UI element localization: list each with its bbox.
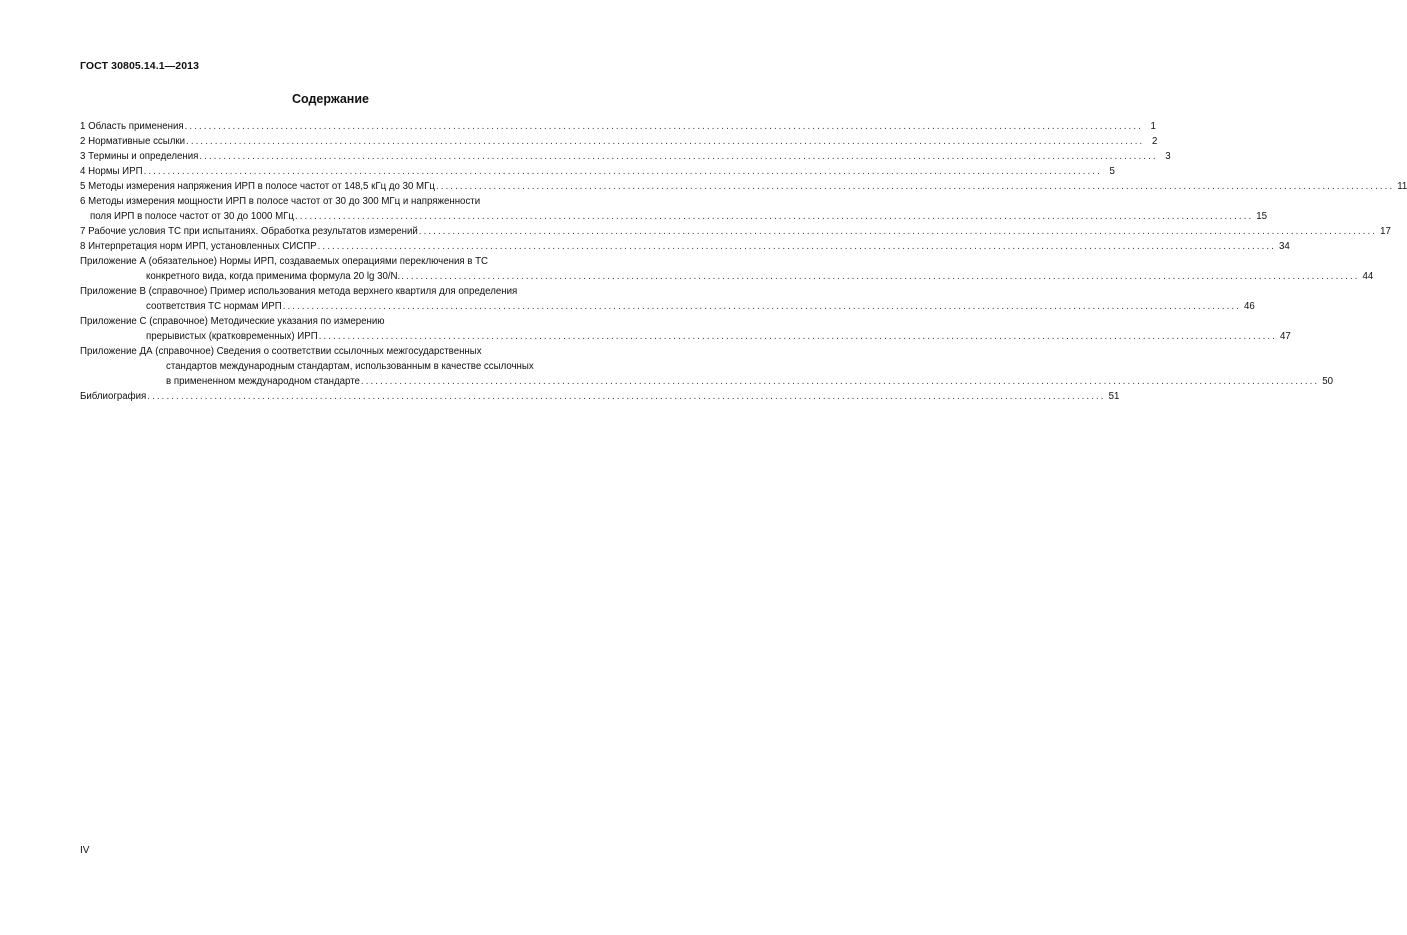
toc-entry-text: 5 Методы измерения напряжения ИРП в полосе частот от 148,5 кГц до 30 МГц <box>80 181 435 192</box>
toc-entry-text: прерывистых (кратковременных) ИРП <box>146 331 318 342</box>
leader-dots: ........................................................................................................................................................................................................ <box>401 271 1360 282</box>
toc-entry-appendix-c[interactable] <box>80 314 1291 344</box>
toc-entry-text: 3 Термины и определения <box>80 151 199 162</box>
toc-entry-3[interactable] <box>80 149 1171 164</box>
table-of-contents <box>80 119 1407 404</box>
leader-dots: ........................................................................................................................................................................................................ <box>435 181 1395 192</box>
leader-dots: ........................................................................................................................................................................................................ <box>317 241 1276 252</box>
toc-entry-text: 4 Нормы ИРП <box>80 166 143 177</box>
toc-entry-page: 3 <box>1165 151 1171 162</box>
page-number: IV <box>80 845 90 856</box>
toc-entry-text: Приложение С (справочное) Методические указания по измерению <box>80 316 385 327</box>
toc-entry-page: 44 <box>1362 271 1374 282</box>
toc-entry-4[interactable] <box>80 164 1115 179</box>
toc-entry-text: поля ИРП в полосе частот от 30 до 1000 МГц <box>90 211 294 222</box>
toc-entry-page: 46 <box>1244 301 1255 312</box>
toc-entry-appendix-b[interactable] <box>80 284 1255 314</box>
document-code: ГОСТ 30805.14.1—2013 <box>80 60 200 72</box>
toc-entry-page: 17 <box>1380 226 1391 237</box>
leader-dots: ........................................................................................................................................................................................................ <box>143 166 1102 177</box>
leader-dots: ........................................................................................................................................................................................................ <box>282 301 1241 312</box>
toc-entry-text: Приложение А (обязательное) Нормы ИРП, создаваемых операциями переключения в ТС <box>80 256 489 267</box>
leader-dots: ........................................................................................................................................................................................................ <box>184 121 1143 132</box>
toc-entry-text: 1 Область применения <box>80 121 184 132</box>
toc-entry-page: 51 <box>1108 391 1120 402</box>
toc-entry-page: 11 <box>1397 181 1407 192</box>
toc-entry-7[interactable] <box>80 224 1391 239</box>
toc-entry-text: Приложение ДА (справочное) Сведения о соответствии ссылочных межгосударственных <box>80 346 482 357</box>
leader-dots: ........................................................................................................................................................................................................ <box>318 331 1278 342</box>
toc-entry-text: 7 Рабочие условия ТС при испытаниях. Обработка результатов измерений <box>80 226 418 237</box>
toc-entry-page: 34 <box>1278 241 1290 252</box>
toc-entry-6[interactable] <box>80 194 1268 224</box>
leader-dots: ........................................................................................................................................................................................................ <box>360 376 1320 387</box>
toc-entry-bibliography[interactable] <box>80 389 1120 404</box>
toc-entry-5[interactable] <box>80 179 1407 194</box>
leader-dots: ........................................................................................................................................................................................................ <box>199 151 1158 162</box>
toc-entry-1[interactable] <box>80 119 1156 134</box>
toc-entry-text: конкретного вида, когда применима формула 20 lg 30/N. <box>146 271 401 282</box>
toc-entry-text: стандартов международным стандартам, использованным в качестве ссылочных <box>166 361 534 372</box>
toc-entry-page: 15 <box>1256 211 1268 222</box>
toc-title: Содержание <box>291 92 369 106</box>
toc-entry-page: 1 <box>1150 121 1156 132</box>
toc-entry-text: в примененном международном стандарте <box>166 376 360 387</box>
toc-entry-text: 2 Нормативные ссылки <box>80 136 186 147</box>
toc-entry-text: соответствия ТС нормам ИРП <box>146 301 282 312</box>
toc-entry-page: 50 <box>1322 376 1333 387</box>
leader-dots: ........................................................................................................................................................................................................ <box>294 211 1254 222</box>
toc-entry-text: 6 Методы измерения мощности ИРП в полосе частот от 30 до 300 МГц и напряженности <box>80 196 481 207</box>
toc-entry-text: Приложение В (справочное) Пример использования метода верхнего квартиля для определения <box>80 286 518 297</box>
toc-entry-page: 47 <box>1280 331 1291 342</box>
toc-entry-text: Библиография <box>80 391 147 402</box>
toc-entry-appendix-a[interactable] <box>80 254 1374 284</box>
toc-entry-text: 8 Интерпретация норм ИРП, установленных СИСПР <box>80 241 317 252</box>
toc-entry-8[interactable] <box>80 239 1290 254</box>
toc-entry-page: 2 <box>1151 136 1158 147</box>
toc-entry-appendix-da[interactable] <box>80 344 1333 389</box>
leader-dots: ........................................................................................................................................................................................................ <box>186 136 1145 147</box>
leader-dots: ........................................................................................................................................................................................................ <box>418 226 1378 237</box>
toc-entry-page: 5 <box>1109 166 1115 177</box>
leader-dots: ........................................................................................................................................................................................................ <box>147 391 1106 402</box>
toc-entry-2[interactable] <box>80 134 1158 149</box>
